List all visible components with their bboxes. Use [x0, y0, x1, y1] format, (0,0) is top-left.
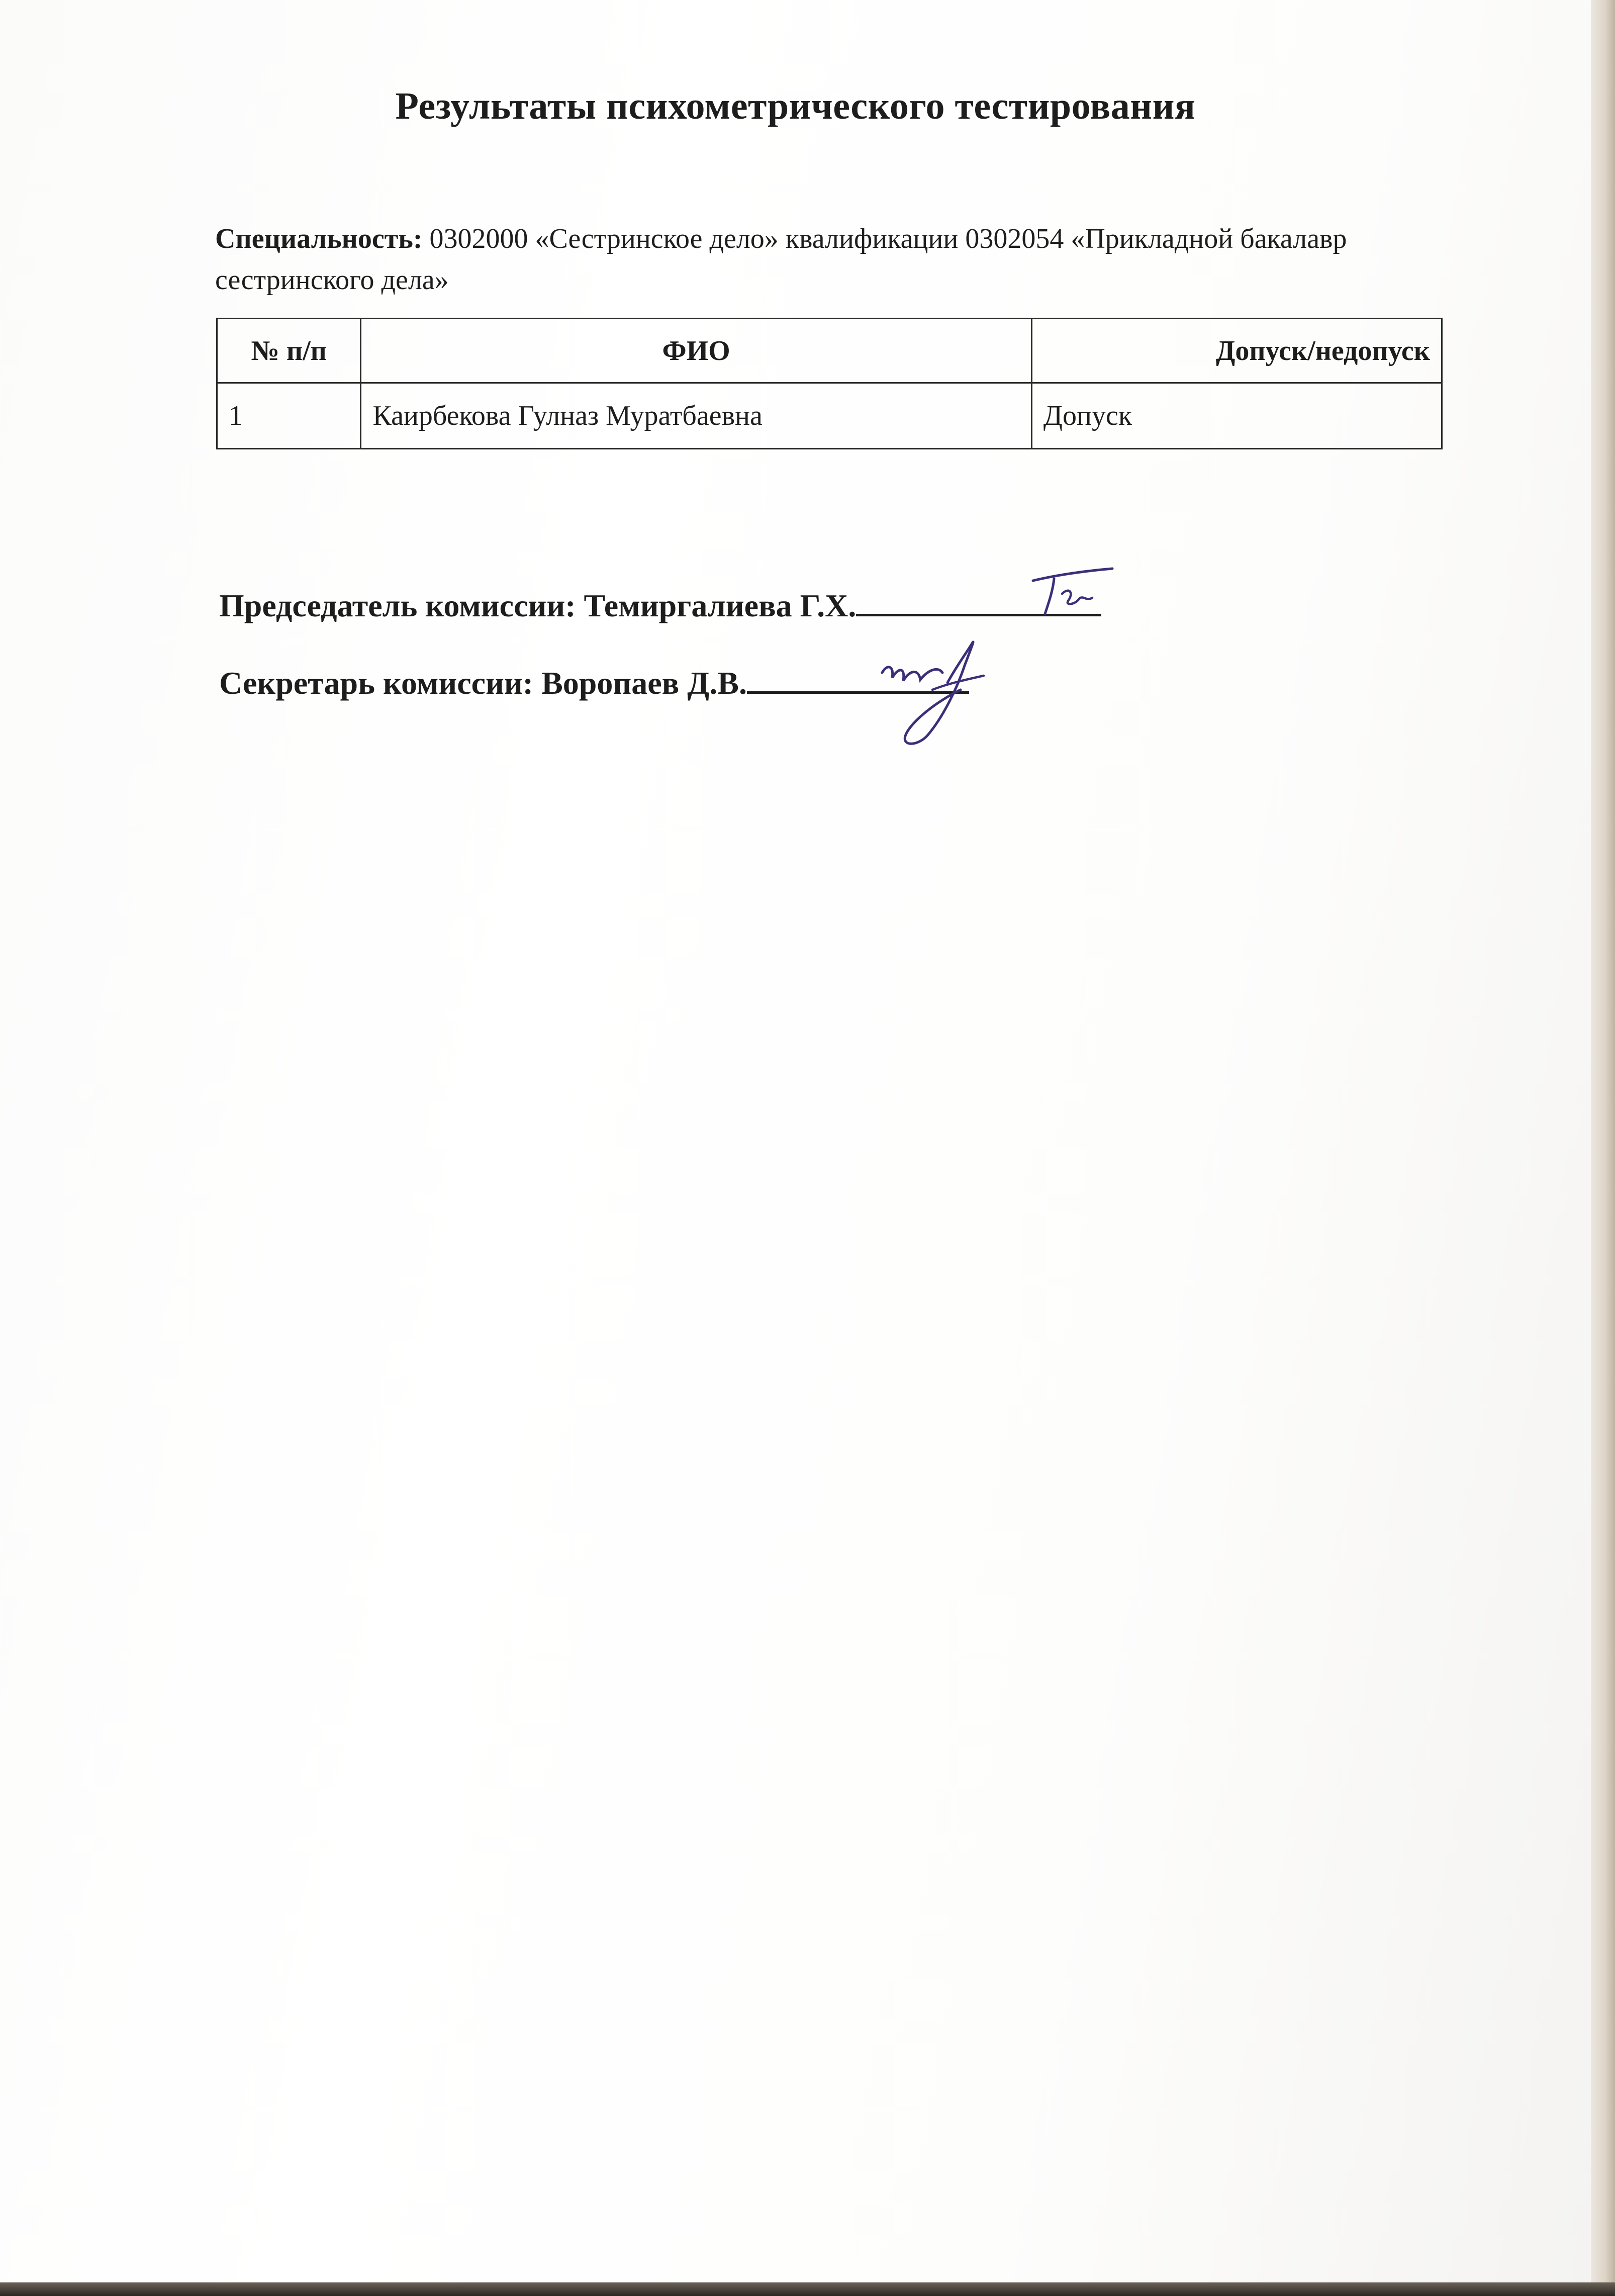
secretary-signature-line: [219, 665, 969, 702]
scan-bottom-edge: [0, 2282, 1615, 2296]
specialty-label: Специальность:: [215, 223, 423, 254]
header-number: № п/п: [217, 319, 361, 383]
table-row: [217, 383, 1442, 449]
header-full-name: ФИО: [361, 319, 1031, 383]
chair-handwritten-signature: [1023, 566, 1116, 631]
chair-signature-line: [219, 587, 1101, 624]
cell-number: 1: [217, 383, 361, 449]
chair-label: Председатель комиссии: Темиргалиева Г.Х.: [219, 588, 857, 623]
paper-edge-shadow: [1591, 0, 1615, 2296]
secretary-handwritten-signature: [872, 637, 1003, 753]
page-title: Результаты психометрического тестирования: [395, 85, 1196, 127]
specialty-text: 0302000 «Сестринское дело» квалификации 0302054 «Прикладной бакалавр сестринского дела»: [215, 223, 1347, 296]
cell-full-name: Каирбекова Гулназ Муратбаевна: [361, 383, 1031, 449]
results-table: [216, 318, 1443, 449]
specialty-paragraph: [215, 218, 1411, 301]
header-admission: Допуск/недопуск: [1031, 319, 1442, 383]
cell-admission: Допуск: [1031, 383, 1442, 449]
table-header-row: [217, 319, 1442, 383]
secretary-label: Секретарь комиссии: Воропаев Д.В.: [219, 665, 747, 701]
